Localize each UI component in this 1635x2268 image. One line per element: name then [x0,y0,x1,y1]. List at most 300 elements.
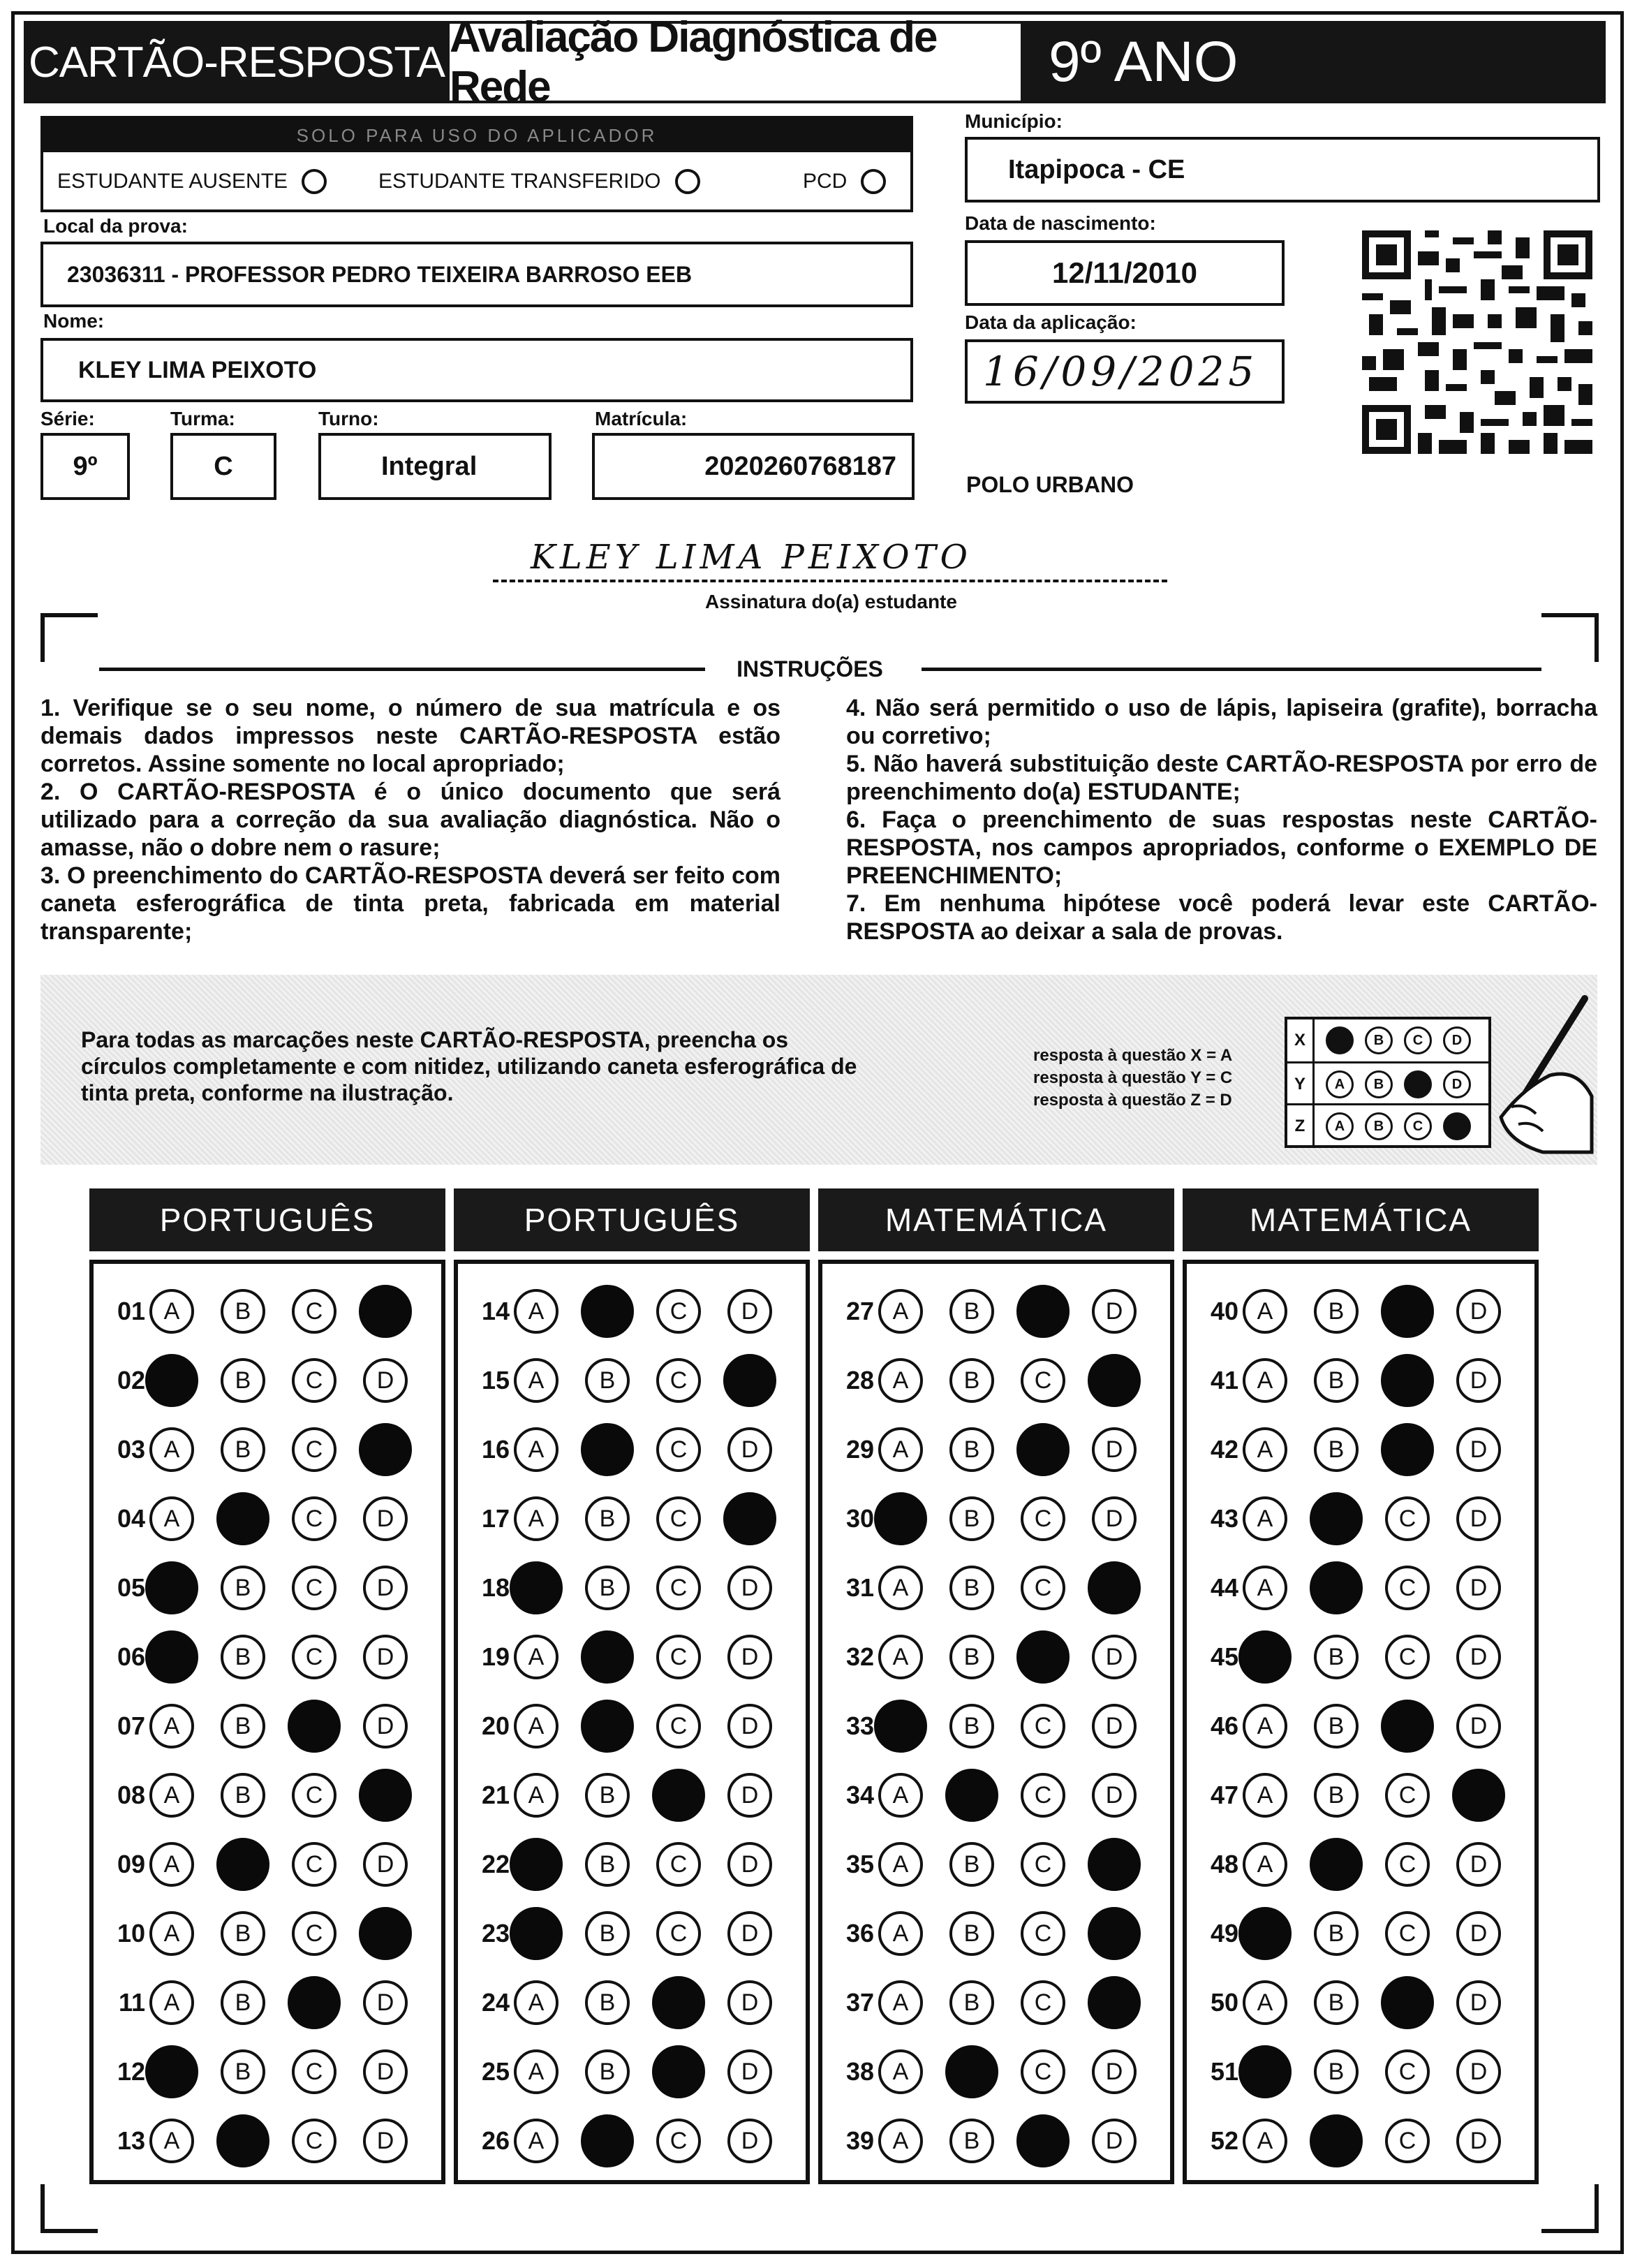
answer-bubble-23-d[interactable]: D [727,1911,772,1956]
answer-bubble-03-d[interactable] [359,1423,412,1476]
answer-bubble-05-d[interactable]: D [363,1566,408,1610]
answer-bubble-14-b[interactable] [581,1285,634,1338]
question-number: 25 [481,2057,510,2086]
answer-bubble-09-a[interactable]: A [149,1842,194,1887]
answer-bubble-08-a[interactable]: A [149,1773,194,1818]
question-number: 28 [845,1366,874,1394]
example-question-label: Y [1287,1063,1315,1105]
signature-line[interactable] [493,580,1167,582]
grade-title: 9º ANO [1021,21,1606,103]
applicator-bar: SOLO PARA USO DO APLICADOR [43,119,910,152]
card-title: CARTÃO-RESPOSTA [24,21,450,103]
question-row-36 [829,1907,1163,1960]
answer-bubble-01-c[interactable]: C [292,1289,336,1334]
instructions-left [40,694,780,945]
answer-bubble-43-a[interactable]: A [1243,1496,1287,1541]
answer-bubble-15-d[interactable] [723,1354,776,1407]
answer-bubble-02-a[interactable] [145,1354,198,1407]
section-title-4: MATEMÁTICA [1183,1188,1539,1251]
answer-bubble-07-a[interactable]: A [149,1704,194,1748]
question-number: 51 [1210,2057,1238,2086]
answer-bubble-21-d[interactable]: D [727,1773,772,1818]
answer-bubble-36-a[interactable]: A [878,1911,923,1956]
answer-bubble-15-c[interactable]: C [656,1358,701,1403]
answer-bubble-32-a[interactable]: A [878,1635,923,1679]
instr-rule-right [922,668,1541,671]
answer-bubble-13-d[interactable]: D [363,2119,408,2163]
answer-bubble-20-d[interactable]: D [727,1704,772,1748]
answer-bubble-43-b[interactable] [1310,1492,1363,1545]
answer-bubble-31-c[interactable]: C [1021,1566,1065,1610]
answer-bubble-34-c[interactable]: C [1021,1773,1065,1818]
answer-bubble-12-a[interactable] [145,2045,198,2098]
question-number: 44 [1210,1573,1238,1602]
applicator-box [40,116,913,212]
answer-bubble-09-c[interactable]: C [292,1842,336,1887]
answer-bubble-35-a[interactable]: A [878,1842,923,1887]
answer-bubble-26-d[interactable]: D [727,2119,772,2163]
answer-bubble-51-b[interactable]: B [1314,2049,1359,2094]
answer-bubble-23-c[interactable]: C [656,1911,701,1956]
answer-bubble-25-c[interactable] [652,2045,705,2098]
answer-bubble-33-b[interactable]: B [949,1704,994,1748]
answer-bubble-17-c[interactable]: C [656,1496,701,1541]
answer-bubble-47-a[interactable]: A [1243,1773,1287,1818]
answer-bubble-40-d[interactable]: D [1456,1289,1501,1334]
answer-bubble-20-b[interactable] [581,1700,634,1753]
transfer-option[interactable] [378,169,700,194]
answer-bubble-49-d[interactable]: D [1456,1911,1501,1956]
answer-bubble-11-a[interactable]: A [149,1980,194,2025]
answer-bubble-45-c[interactable]: C [1385,1635,1430,1679]
example-bubble-a: A [1326,1070,1354,1098]
answer-bubble-19-d[interactable]: D [727,1635,772,1679]
question-number: 40 [1210,1297,1238,1325]
answer-bubble-32-c[interactable] [1016,1630,1070,1684]
question-row-01 [101,1285,434,1338]
example-row-y [1287,1061,1488,1105]
answer-bubble-24-b[interactable]: B [585,1980,630,2025]
answer-bubble-25-d[interactable]: D [727,2049,772,2094]
answer-bubble-18-b[interactable]: B [585,1566,630,1610]
answer-bubble-49-b[interactable]: B [1314,1911,1359,1956]
answer-bubble-42-a[interactable]: A [1243,1427,1287,1472]
aplicacao-field[interactable] [965,339,1285,404]
answer-bubble-29-d[interactable]: D [1092,1427,1137,1472]
question-row-34 [829,1769,1163,1822]
question-number: 08 [117,1781,145,1809]
question-number: 07 [117,1711,145,1740]
answer-bubble-02-d[interactable]: D [363,1358,408,1403]
legend-x: resposta à questão X = A [1033,1046,1233,1065]
answer-bubble-06-b[interactable]: B [221,1635,265,1679]
answer-bubble-45-a[interactable] [1238,1630,1292,1684]
answer-bubble-48-b[interactable] [1310,1838,1363,1891]
answer-bubble-27-b[interactable]: B [949,1289,994,1334]
answer-bubble-27-d[interactable]: D [1092,1289,1137,1334]
answer-bubble-42-d[interactable]: D [1456,1427,1501,1472]
answer-bubble-45-b[interactable]: B [1314,1635,1359,1679]
answer-bubble-34-b[interactable] [945,1769,998,1822]
question-row-27 [829,1285,1163,1338]
answer-bubble-29-b[interactable]: B [949,1427,994,1472]
answer-bubble-27-a[interactable]: A [878,1289,923,1334]
question-row-20 [465,1700,799,1753]
answer-bubble-49-c[interactable]: C [1385,1911,1430,1956]
question-row-31 [829,1561,1163,1614]
answer-bubble-21-c[interactable] [652,1769,705,1822]
answer-bubble-14-d[interactable]: D [727,1289,772,1334]
answer-bubble-02-b[interactable]: B [221,1358,265,1403]
answer-bubble-12-c[interactable]: C [292,2049,336,2094]
answer-bubble-13-c[interactable]: C [292,2119,336,2163]
answer-bubble-17-b[interactable]: B [585,1496,630,1541]
answer-bubble-40-a[interactable]: A [1243,1289,1287,1334]
question-row-45 [1194,1630,1527,1684]
answer-bubble-47-d[interactable] [1452,1769,1505,1822]
answer-bubble-12-d[interactable]: D [363,2049,408,2094]
answer-bubble-04-d[interactable]: D [363,1496,408,1541]
question-row-28 [829,1354,1163,1407]
turma-label: Turma: [170,408,235,429]
answer-bubble-32-b[interactable]: B [949,1635,994,1679]
answer-bubble-13-a[interactable]: A [149,2119,194,2163]
question-number: 10 [117,1919,145,1947]
answer-bubble-38-d[interactable]: D [1092,2049,1137,2094]
question-row-48 [1194,1838,1527,1891]
answer-bubble-11-b[interactable]: B [221,1980,265,2025]
question-row-04 [101,1492,434,1545]
example-bubble-b: B [1365,1070,1393,1098]
example-bubble-d: D [1443,1026,1471,1054]
answer-bubble-05-b[interactable]: B [221,1566,265,1610]
answer-bubble-14-a[interactable]: A [514,1289,558,1334]
signature-handwriting: KLEY LIMA PEIXOTO [531,538,972,577]
answer-bubble-16-b[interactable] [581,1423,634,1476]
answer-bubble-50-a[interactable]: A [1243,1980,1287,2025]
question-number: 33 [845,1711,874,1740]
answer-bubble-45-d[interactable]: D [1456,1635,1501,1679]
answer-bubble-15-a[interactable]: A [514,1358,558,1403]
answer-bubble-03-c[interactable]: C [292,1427,336,1472]
answer-bubble-11-c[interactable] [288,1976,341,2029]
answer-bubble-44-d[interactable]: D [1456,1566,1501,1610]
answer-bubble-48-c[interactable]: C [1385,1842,1430,1887]
question-number: 13 [117,2126,145,2155]
answer-bubble-05-a[interactable] [145,1561,198,1614]
answer-bubble-52-d[interactable]: D [1456,2119,1501,2163]
answer-bubble-18-d[interactable]: D [727,1566,772,1610]
answer-bubble-30-a[interactable] [874,1492,927,1545]
answer-bubble-49-a[interactable] [1238,1907,1292,1960]
answer-bubble-41-c[interactable] [1381,1354,1434,1407]
answer-bubble-27-c[interactable] [1016,1285,1070,1338]
answer-bubble-33-c[interactable]: C [1021,1704,1065,1748]
answer-bubble-10-b[interactable]: B [221,1911,265,1956]
answer-bubble-43-d[interactable]: D [1456,1496,1501,1541]
answer-bubble-18-a[interactable] [510,1561,563,1614]
answer-bubble-37-a[interactable]: A [878,1980,923,2025]
answer-bubble-10-a[interactable]: A [149,1911,194,1956]
answer-bubble-25-a[interactable]: A [514,2049,558,2094]
answer-bubble-19-c[interactable]: C [656,1635,701,1679]
instruction-3: 3. O preenchimento do CARTÃO-RESPOSTA deverá ser feito com caneta esferográfica de tinta preta, fabricada em material transparente; [40,862,780,945]
question-row-09 [101,1838,434,1891]
answer-bubble-44-a[interactable]: A [1243,1566,1287,1610]
answer-bubble-30-d[interactable]: D [1092,1496,1137,1541]
answer-bubble-46-c[interactable] [1381,1700,1434,1753]
transfer-bubble[interactable] [675,169,700,194]
answer-bubble-41-d[interactable]: D [1456,1358,1501,1403]
answer-bubble-06-c[interactable]: C [292,1635,336,1679]
answer-bubble-24-d[interactable]: D [727,1980,772,2025]
answer-bubble-39-b[interactable]: B [949,2119,994,2163]
answer-bubble-29-a[interactable]: A [878,1427,923,1472]
answer-bubble-51-c[interactable]: C [1385,2049,1430,2094]
answer-bubble-47-b[interactable]: B [1314,1773,1359,1818]
answer-bubble-22-b[interactable]: B [585,1842,630,1887]
answer-bubble-16-c[interactable]: C [656,1427,701,1472]
question-row-44 [1194,1561,1527,1614]
answer-bubble-50-b[interactable]: B [1314,1980,1359,2025]
answer-bubble-14-c[interactable]: C [656,1289,701,1334]
question-number: 22 [481,1850,510,1878]
answer-bubble-31-d[interactable] [1088,1561,1141,1614]
nascimento-value: 12/11/2010 [1052,256,1197,289]
answer-bubble-36-d[interactable] [1088,1907,1141,1960]
pcd-label: PCD [803,170,848,193]
answer-bubble-03-b[interactable]: B [221,1427,265,1472]
question-number: 48 [1210,1850,1238,1878]
answer-bubble-08-d[interactable] [359,1769,412,1822]
answer-bubble-48-d[interactable]: D [1456,1842,1501,1887]
answer-bubble-44-c[interactable]: C [1385,1566,1430,1610]
answer-bubble-52-a[interactable]: A [1243,2119,1287,2163]
answer-bubble-26-b[interactable] [581,2114,634,2167]
answer-bubble-50-c[interactable] [1381,1976,1434,2029]
answer-bubble-47-c[interactable]: C [1385,1773,1430,1818]
answer-bubble-37-d[interactable] [1088,1976,1141,2029]
answer-bubble-21-a[interactable]: A [514,1773,558,1818]
answer-bubble-10-c[interactable]: C [292,1911,336,1956]
answer-bubble-23-b[interactable]: B [585,1911,630,1956]
answer-bubble-51-d[interactable]: D [1456,2049,1501,2094]
aplicacao-label: Data da aplicação: [965,311,1137,333]
example-bubble-a [1326,1026,1354,1054]
instruction-7: 7. Em nenhuma hipótese você poderá levar este CARTÃO-RESPOSTA ao deixar a sala de provas. [846,890,1597,945]
answer-bubble-51-a[interactable] [1238,2045,1292,2098]
answer-bubble-52-c[interactable]: C [1385,2119,1430,2163]
answer-bubble-03-a[interactable]: A [149,1427,194,1472]
question-number: 06 [117,1642,145,1671]
answer-bubble-09-d[interactable]: D [363,1842,408,1887]
answer-bubble-46-b[interactable]: B [1314,1704,1359,1748]
answer-bubble-48-a[interactable]: A [1243,1842,1287,1887]
answer-bubble-22-d[interactable]: D [727,1842,772,1887]
answer-bubble-23-a[interactable] [510,1907,563,1960]
answer-bubble-19-b[interactable] [581,1630,634,1684]
answer-bubble-37-b[interactable]: B [949,1980,994,2025]
answer-bubble-22-c[interactable]: C [656,1842,701,1887]
answer-bubble-32-d[interactable]: D [1092,1635,1137,1679]
question-number: 49 [1210,1919,1238,1947]
answer-bubble-35-d[interactable] [1088,1838,1141,1891]
answer-bubble-18-c[interactable]: C [656,1566,701,1610]
answer-bubble-42-c[interactable] [1381,1423,1434,1476]
answer-bubble-07-d[interactable]: D [363,1704,408,1748]
answer-bubble-28-b[interactable]: B [949,1358,994,1403]
answer-bubble-12-b[interactable]: B [221,2049,265,2094]
question-number: 34 [845,1781,874,1809]
local-label: Local da prova: [43,215,188,237]
answer-bubble-52-b[interactable] [1310,2114,1363,2167]
answer-bubble-05-c[interactable]: C [292,1566,336,1610]
answer-bubble-20-c[interactable]: C [656,1704,701,1748]
answer-bubble-35-c[interactable]: C [1021,1842,1065,1887]
answer-bubble-22-a[interactable] [510,1838,563,1891]
answer-bubble-04-a[interactable]: A [149,1496,194,1541]
question-number: 21 [481,1781,510,1809]
answer-bubble-26-a[interactable]: A [514,2119,558,2163]
answer-bubble-01-d[interactable] [359,1285,412,1338]
nascimento-label: Data de nascimento: [965,212,1156,234]
section-title-3: MATEMÁTICA [818,1188,1174,1251]
question-row-47 [1194,1769,1527,1822]
answer-bubble-19-a[interactable]: A [514,1635,558,1679]
answer-bubble-40-c[interactable] [1381,1285,1434,1338]
answer-bubble-34-a[interactable]: A [878,1773,923,1818]
question-number: 17 [481,1504,510,1533]
answer-bubble-28-d[interactable] [1088,1354,1141,1407]
example-bubble-b: B [1365,1112,1393,1140]
answer-bubble-50-d[interactable]: D [1456,1980,1501,2025]
turno-field [318,433,552,500]
question-number: 15 [481,1366,510,1394]
question-number: 02 [117,1366,145,1394]
serie-field [40,433,130,500]
answer-bubble-31-b[interactable]: B [949,1566,994,1610]
answer-bubble-13-b[interactable] [216,2114,269,2167]
answer-bubble-25-b[interactable]: B [585,2049,630,2094]
answer-bubble-21-b[interactable]: B [585,1773,630,1818]
answer-bubble-28-a[interactable]: A [878,1358,923,1403]
answer-bubble-33-d[interactable]: D [1092,1704,1137,1748]
question-number: 12 [117,2057,145,2086]
question-row-43 [1194,1492,1527,1545]
answer-bubble-24-a[interactable]: A [514,1980,558,2025]
question-number: 16 [481,1435,510,1464]
question-number: 27 [845,1297,874,1325]
answer-bubble-41-a[interactable]: A [1243,1358,1287,1403]
answer-bubble-33-a[interactable] [874,1700,927,1753]
question-number: 29 [845,1435,874,1464]
section-title-1: PORTUGUÊS [89,1188,445,1251]
answer-bubble-41-b[interactable]: B [1314,1358,1359,1403]
pcd-option[interactable] [803,169,886,194]
question-row-12 [101,2045,434,2098]
answer-bubble-40-b[interactable]: B [1314,1289,1359,1334]
answer-bubble-37-c[interactable]: C [1021,1980,1065,2025]
answer-bubble-04-c[interactable]: C [292,1496,336,1541]
answer-bubble-01-b[interactable]: B [221,1289,265,1334]
answer-bubble-35-b[interactable]: B [949,1842,994,1887]
corner-top-left [40,613,98,662]
answer-bubble-42-b[interactable]: B [1314,1427,1359,1472]
absent-bubble[interactable] [302,169,327,194]
answer-bubble-38-b[interactable] [945,2045,998,2098]
answer-bubble-39-d[interactable]: D [1092,2119,1137,2163]
answer-bubble-16-d[interactable]: D [727,1427,772,1472]
answer-bubble-39-c[interactable] [1016,2114,1070,2167]
answer-bubble-01-a[interactable]: A [149,1289,194,1334]
answer-bubble-39-a[interactable]: A [878,2119,923,2163]
answer-bubble-10-d[interactable] [359,1907,412,1960]
question-row-50 [1194,1976,1527,2029]
answer-bubble-08-c[interactable]: C [292,1773,336,1818]
instruction-6: 6. Faça o preenchimento de suas respostas neste CARTÃO-RESPOSTA, nos campos apropriados, conforme o EXEMPLO DE PREENCHIMENTO; [846,807,1597,889]
question-row-07 [101,1700,434,1753]
answer-bubble-09-b[interactable] [216,1838,269,1891]
answer-bubble-20-a[interactable]: A [514,1704,558,1748]
answer-bubble-29-c[interactable] [1016,1423,1070,1476]
example-text: Para todas as marcações neste CARTÃO-RESPOSTA, preencha os círculos completamente e com nitidez, utilizando caneta esferográfica de tinta preta, conforme na ilustração. [81,1027,857,1105]
answer-bubble-34-d[interactable]: D [1092,1773,1137,1818]
answer-bubble-15-b[interactable]: B [585,1358,630,1403]
answer-bubble-04-b[interactable] [216,1492,269,1545]
question-row-03 [101,1423,434,1476]
pcd-bubble[interactable] [861,169,886,194]
answer-bubble-28-c[interactable]: C [1021,1358,1065,1403]
question-row-23 [465,1907,799,1960]
example-bubble-d: D [1443,1070,1471,1098]
example-legend [1033,1045,1232,1112]
answer-bubble-36-b[interactable]: B [949,1911,994,1956]
answer-bubble-17-a[interactable]: A [514,1496,558,1541]
absent-option[interactable] [57,169,327,194]
answer-bubble-02-c[interactable]: C [292,1358,336,1403]
question-row-33 [829,1700,1163,1753]
answer-bubble-16-a[interactable]: A [514,1427,558,1472]
question-number: 37 [845,1988,874,2017]
answer-bubble-46-a[interactable]: A [1243,1704,1287,1748]
answer-bubble-06-a[interactable] [145,1630,198,1684]
answer-bubble-44-b[interactable] [1310,1561,1363,1614]
answer-bubble-17-d[interactable] [723,1492,776,1545]
local-value: 23036311 - PROFESSOR PEDRO TEIXEIRA BARROSO EEB [67,261,693,287]
answer-bubble-36-c[interactable]: C [1021,1911,1065,1956]
serie-label: Série: [40,408,95,429]
section-title-2: PORTUGUÊS [454,1188,810,1251]
answer-bubble-31-a[interactable]: A [878,1566,923,1610]
answer-bubble-46-d[interactable]: D [1456,1704,1501,1748]
answer-bubble-38-c[interactable]: C [1021,2049,1065,2094]
answer-bubble-11-d[interactable]: D [363,1980,408,2025]
answer-bubble-24-c[interactable] [652,1976,705,2029]
answer-bubble-07-c[interactable] [288,1700,341,1753]
question-number: 39 [845,2126,874,2155]
answer-bubble-43-c[interactable]: C [1385,1496,1430,1541]
instruction-4: 4. Não será permitido o uso de lápis, lapiseira (grafite), borracha ou corretivo; [846,695,1597,749]
question-number: 38 [845,2057,874,2086]
answer-bubble-30-c[interactable]: C [1021,1496,1065,1541]
answer-bubble-26-c[interactable]: C [656,2119,701,2163]
answer-bubble-08-b[interactable]: B [221,1773,265,1818]
answer-bubble-06-d[interactable]: D [363,1635,408,1679]
answer-bubble-30-b[interactable]: B [949,1496,994,1541]
answer-bubble-07-b[interactable]: B [221,1704,265,1748]
question-number: 04 [117,1504,145,1533]
answer-bubble-38-a[interactable]: A [878,2049,923,2094]
